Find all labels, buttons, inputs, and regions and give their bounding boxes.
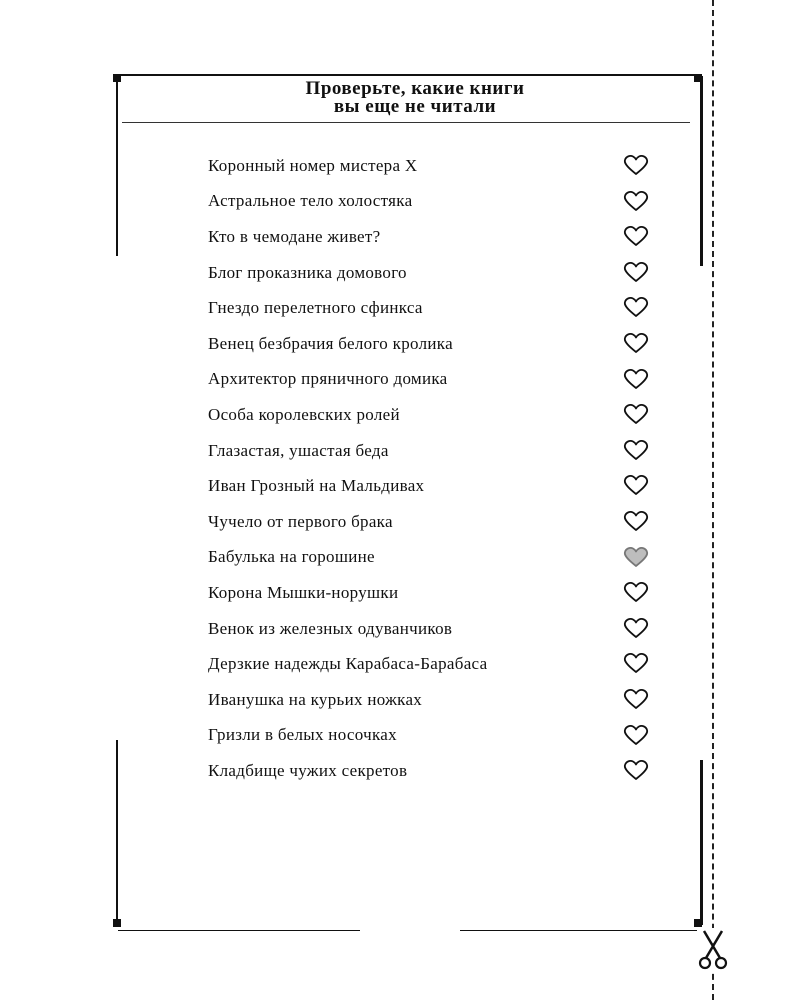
book-list-item — [208, 753, 658, 789]
scissors-icon — [697, 928, 729, 972]
heart-outline-icon[interactable] — [623, 759, 649, 781]
frame-bottom-border-left — [118, 930, 360, 931]
heart-outline-icon[interactable] — [623, 332, 649, 354]
book-title: Чучело от первого брака — [208, 511, 393, 531]
book-list-item — [208, 326, 658, 362]
page-heading — [150, 80, 680, 116]
book-list-item — [208, 255, 658, 291]
book-list-item — [208, 718, 658, 754]
heart-outline-icon[interactable] — [623, 368, 649, 390]
heart-filled-icon[interactable] — [623, 546, 649, 568]
book-title: Кто в чемодане живет? — [208, 226, 381, 246]
corner-mark-top-left — [113, 74, 121, 82]
heart-outline-icon[interactable] — [623, 261, 649, 283]
book-title: Особа королевских ролей — [208, 404, 400, 424]
heart-outline-icon[interactable] — [623, 154, 649, 176]
frame-left-border-lower — [116, 740, 118, 925]
heart-outline-icon[interactable] — [623, 581, 649, 603]
frame-left-border-upper — [116, 76, 118, 256]
book-title: Глазастая, ушастая беда — [208, 440, 389, 460]
heart-outline-icon[interactable] — [623, 652, 649, 674]
book-title: Иванушка на курьих ножках — [208, 689, 423, 709]
book-title: Иван Грозный на Мальдивах — [208, 476, 425, 496]
book-list-item — [208, 290, 658, 326]
frame-right-border-lower — [700, 760, 703, 925]
heart-outline-icon[interactable] — [623, 403, 649, 425]
heart-outline-icon[interactable] — [623, 510, 649, 532]
book-title: Кладбище чужих секретов — [208, 760, 408, 780]
heart-outline-icon[interactable] — [623, 474, 649, 496]
book-list-item — [208, 468, 658, 504]
heading-line-1: Проверьте, какие книги — [305, 78, 525, 99]
heart-outline-icon[interactable] — [623, 724, 649, 746]
heading-line-2: вы еще не читали — [333, 96, 497, 117]
book-title: Архитектор пряничного домика — [208, 369, 448, 389]
book-title: Корона Мышки-норушки — [208, 582, 399, 602]
heading-underline — [122, 122, 690, 123]
book-title: Венец безбрачия белого кролика — [208, 333, 453, 353]
book-list-item — [208, 646, 658, 682]
heart-outline-icon[interactable] — [623, 225, 649, 247]
book-list-item — [208, 540, 658, 576]
book-list-item — [208, 575, 658, 611]
corner-mark-bottom-right — [694, 919, 702, 927]
book-list-item — [208, 184, 658, 220]
book-list-item — [208, 219, 658, 255]
heart-outline-icon[interactable] — [623, 617, 649, 639]
book-title: Гризли в белых носочках — [208, 725, 397, 745]
book-list-item — [208, 148, 658, 184]
dashed-cut-line — [712, 0, 714, 1000]
frame-bottom-border-right — [460, 930, 698, 931]
heart-outline-icon[interactable] — [623, 190, 649, 212]
book-title: Дерзкие надежды Карабаса-Барабаса — [208, 654, 488, 674]
frame-top-border — [118, 74, 698, 76]
book-title: Астральное тело холостяка — [208, 191, 413, 211]
book-title: Блог проказника домового — [208, 262, 407, 282]
book-list-item — [208, 504, 658, 540]
book-title: Гнездо перелетного сфинкса — [208, 298, 423, 318]
heart-outline-icon[interactable] — [623, 688, 649, 710]
book-list — [208, 148, 658, 789]
book-title: Коронный номер мистера Х — [208, 155, 418, 175]
book-list-item — [208, 397, 658, 433]
heart-outline-icon[interactable] — [623, 439, 649, 461]
book-title: Бабулька на горошине — [208, 547, 375, 567]
book-list-item — [208, 362, 658, 398]
book-title: Венок из железных одуванчиков — [208, 618, 453, 638]
heart-outline-icon[interactable] — [623, 296, 649, 318]
book-list-item — [208, 611, 658, 647]
corner-mark-top-right — [694, 74, 702, 82]
book-list-item — [208, 433, 658, 469]
corner-mark-bottom-left — [113, 919, 121, 927]
frame-right-border-upper — [700, 76, 703, 266]
book-list-item — [208, 682, 658, 718]
